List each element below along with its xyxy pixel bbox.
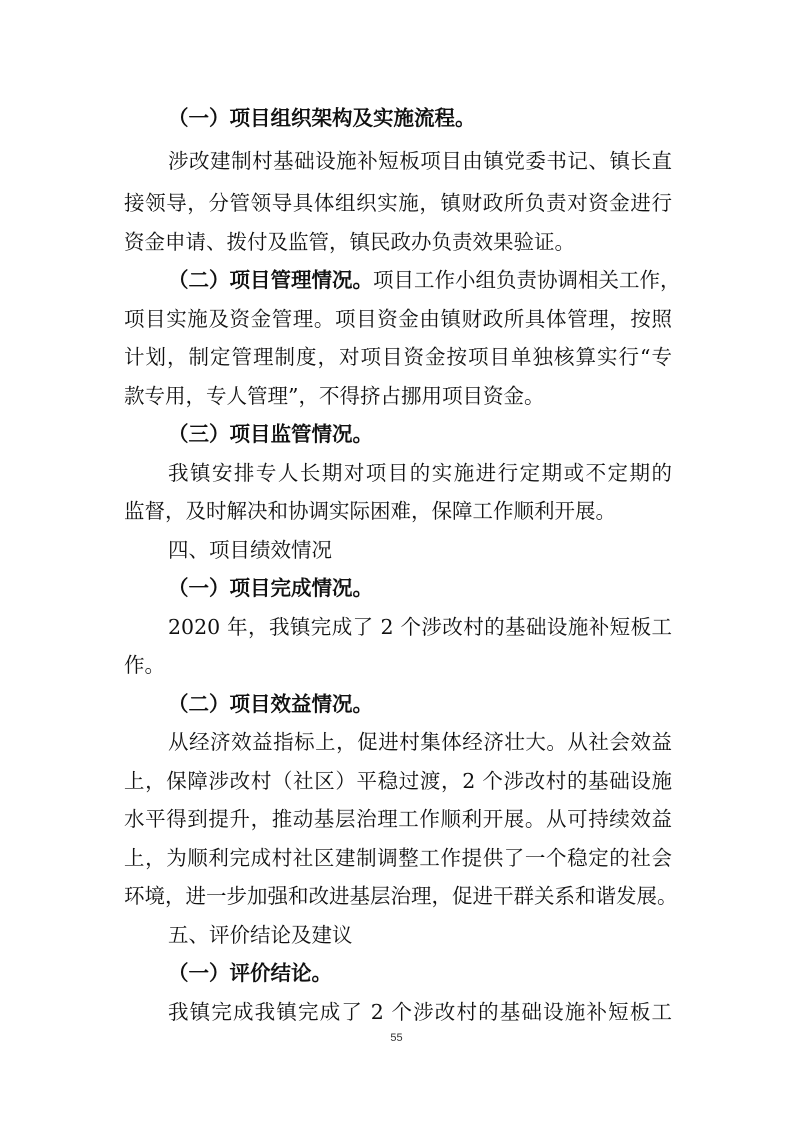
body-line: 涉改建制村基础设施补短板项目由镇党委书记、镇长直 [168,149,672,173]
chapter-heading-performance: 四、项目绩效情况 [168,538,332,562]
body-line: 我镇完成我镇完成了 2 个涉改村的基础设施补短板工 [168,1000,672,1024]
body-line: 上，保障涉改村（社区）平稳过渡，2 个涉改村的基础设施 [124,769,672,793]
chapter-heading-conclusion: 五、评价结论及建议 [168,923,353,947]
section-heading-supervision: （三）项目监管情况。 [168,422,373,446]
page-number: 55 [390,1032,403,1044]
body-line: 上，为顺利完成村社区建制调整工作提供了一个稳定的社会 [124,846,672,870]
body-line-management [168,266,681,294]
inline-text: 项目工作小组负责协调相关工作， [373,268,681,292]
body-line: 款专用，专人管理”，不得挤占挪用项目资金。 [124,384,545,408]
body-line: 作。 [124,653,165,677]
body-line: 项目实施及资金管理。项目资金由镇财政所具体管理，按照 [124,307,672,331]
inline-heading-management: （二）项目管理情况。 [168,268,373,292]
section-heading-benefit: （二）项目效益情况。 [168,692,373,716]
body-line: 水平得到提升，推动基层治理工作顺利开展。从可持续效益 [124,807,672,831]
body-line: 环境，进一步加强和改进基层治理，促进干群关系和谐发展。 [124,884,678,908]
body-line: 2020 年，我镇完成了 2 个涉改村的基础设施补短板工 [168,615,672,639]
body-line: 我镇安排专人长期对项目的实施进行定期或不定期的 [168,461,672,485]
section-heading-evaluation: （一）评价结论。 [168,961,332,985]
body-line: 接领导，分管领导具体组织实施，镇财政所负责对资金进行 [124,191,672,215]
body-line: 计划，制定管理制度，对项目资金按项目单独核算实行“专 [124,345,672,369]
body-line: 监督，及时解决和协调实际困难，保障工作顺利开展。 [124,499,616,523]
body-line: 资金申请、拨付及监管，镇民政办负责效果验证。 [124,230,575,254]
section-heading-organization: （一）项目组织架构及实施流程。 [168,106,476,130]
body-line: 从经济效益指标上，促进村集体经济壮大。从社会效益 [168,730,672,754]
section-heading-completion: （一）项目完成情况。 [168,576,373,600]
